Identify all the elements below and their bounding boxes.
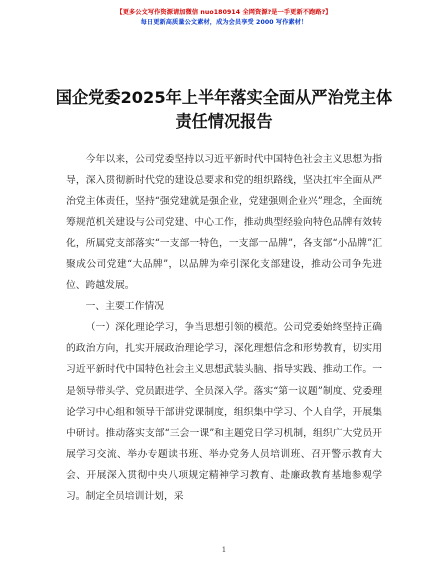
intro-paragraph: 今年以来，公司党委坚持以习近平新时代中国特色社会主义思想为指导，深入贯彻新时代党的建设总要求和党的组织路线，坚决扛牢全面从严治党主体责任，坚持“强党建就是强企业，党建强则企业兴”理念，全面统筹规范机关建设与公司党建、中心工作，推动典型经验向特色品牌有效转化，所属党支部落实“一支部一特色，一支部一品牌”，各支部“小品牌”汇聚成公司党建“大品牌”，以品牌为牵引深化支部建设，推动公司争先进位、跨越发展。 [66,154,382,292]
document-title-line-2: 责任情况报告 [175,112,273,131]
page-number: 1 [221,546,227,554]
subsection-paragraph: （一）深化理论学习，争当思想引领的模范。公司党委始终坚持正确的政治方向，扎实开展政治理论学习，深化理想信念和形势教育，切实用习近平新时代中国特色社会主义思想武装头脑、指导实践、推动工作。一是领导带头学、党员跟进学、全员深入学。落实“第一议题”制度、党委理论学习中心组和领导干部讲党课制度，组织集中学习、个人自学，开展集中研讨。推动落实支部“三会一课”和主题党日学习机制，组织广大党员开展学习交流、举办专题读书班、举办党务人员培训班、召开警示教育大会、开展深入贯彻中央八项规定精神学习教育、赴廉政教育基地参观学习。制定全员培训计划，采 [66,322,382,502]
document-body [66,149,382,507]
promo-line-membership: 每日更新高质量公文素材，成为会员享受 2000 写作素材！ [140,19,308,26]
document-title-line-1: 国企党委2025年上半年落实全面从严治党主体 [55,88,393,107]
section-heading: 一、主要工作情况 [85,301,164,313]
promo-banner [0,8,448,28]
promo-line-wechat: 【更多公文写作资源请加微信 nuo180914 全网资源?是一手更新不跑路?】 [116,9,332,16]
